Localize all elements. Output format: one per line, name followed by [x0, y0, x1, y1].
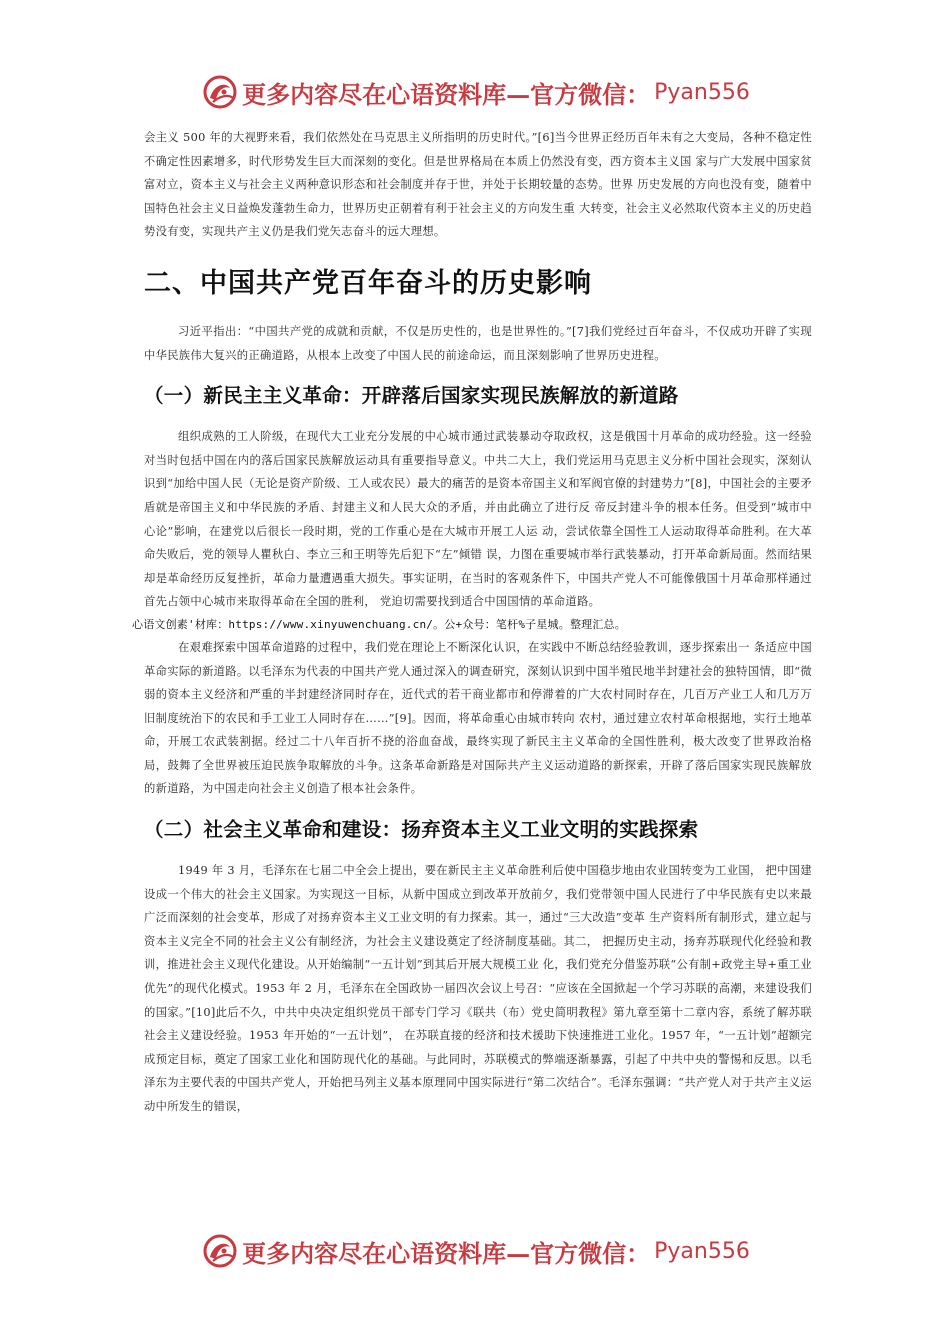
section-heading-2: 二、中国共产党百年奋斗的历史影响: [144, 267, 592, 299]
banner-text: 更多内容尽在心语资料库—官方微信：: [242, 1238, 651, 1268]
paragraph-rural-path: 在艰难探索中国革命道路的过程中，我们党在理论上不断深化认识，在实践中不断总结经验教训，逐步探索出一 条适应中国革命实际的新道路。以毛泽东为代表的中国共产党人通过深入的调查研究，深刻认识到中国半殖民地半封建社会的独特国情，即“微弱的资本主义经济和严重的半封建经济同时存在，近代式的若干商业都市和停滞着的广大农村同时存在，几百万产业工人和几万万旧制度统治下的农民和手工业工人同时存在……”[9]。因而，将革命重心由城市转向 农村，通过建立农村革命根据地，实行土地革命，开展工农武装割据。经过二十八年百折不挠的浴血奋战，最终实现了新民主主义革命的全国性胜利，极大改变了世界政治格局，鼓舞了全世界被压迫民族争取解放的斗争。这条革命新路是对国际共产主义运动道路的新探索，开辟了落后国家实现民族解放的新道路，为中国走向社会主义创造了根本社会条件。: [144, 640, 812, 796]
banner-text: 更多内容尽在心语资料库—官方微信：: [242, 79, 651, 109]
paragraph-socialist-construction: 1949 年 3 月，毛泽东在七届二中全会上提出，要在新民主主义革命胜利后使中国稳步地由农业国转变为工业国， 把中国建设成一个伟大的社会主义国家。为实现这一目标，从新中国成立到改革开放前夕，我们党带领中国人民进行了中华民族有史以来最广泛而深刻的社会变革，形成了对扬弃资本主义工业文明的有力探索。其一，通过“三大改造”变革 生产资料所有制形式，建立起与资本主义完全不同的社会主义公有制经济，为社会主义建设奠定了经济制度基础。其二， 把握历史主动，扬弃苏联现代化经验和教训，推进社会主义现代化建设。从开始编制“一五计划”到其后开展大规模工业 化，我们党充分借鉴苏联“公有制+政党主导+重工业优先”的现代化模式。1953 年 2 月，毛泽东在全国政协一届四次会议上号召：“应该在全国掀起一个学习苏联的高潮，来建设我们的国家。”[10]此后不久，中共中央决定组织党员干部专门学习《联共（布）党史简明教程》第九章至第十二章内容，系统了解苏联社会主义建设经验。1953 年开始的“一五计划”， 在苏联直接的经济和技术援助下快速推进工业化。1957 年，“一五计划”超额完成预定目标，奠定了国家工业化和国防现代化的基础。与此同时，苏联模式的弊端逐渐暴露，引起了中共中央的警惕和反思。以毛泽东为主要代表的中国共产党人，开始把马列主义基本原理同中国实际进行“第二次结合”。毛泽东强调：“共产党人对于共产主义运动中所发生的错误，: [144, 864, 812, 1113]
watermark-source-note: 心语文创素'材库：https://www.xinyuwenchuang.cn/。公+众号：笔杆%子星城。整理汇总。: [132, 617, 626, 631]
red-swirl-logo-icon: [200, 1231, 240, 1271]
paragraph-october-revolution: 组织成熟的工人阶级，在现代大工业充分发展的中心城市通过武装暴动夺取政权，这是俄国十月革命的成功经验。这一经验对当时包括中国在内的落后国家民族解放运动具有重要指导意义。中共二大上，我们党运用马克思主义分析中国社会现实，深刻认识到“加给中国人民（无论是资产阶级、工人或农民）最大的痛苦的是资本帝国主义和军阀官僚的封建势力”[8]，中国社会的主要矛盾就是帝国主义和中华民族的矛盾、封建主义和人民大众的矛盾，并由此确立了进行反 帝反封建斗争的根本任务。但受到“城市中心论”影响，在建党以后很长一段时期，党的工作重心是在大城市开展工人运 动，尝试依靠全国性工人运动取得革命胜利。在大革命失败后，党的领导人瞿秋白、李立三和王明等先后犯下“左”倾错 误，力图在重要城市举行武装暴动，打开革命新局面。然而结果却是革命经历反复挫折，革命力量遭遇重大损失。事实证明，在当时的客观条件下，中国共产党人不可能像俄国十月革命那样通过首先占领中心城市来取得革命在全国的胜利， 党迫切需要找到适合中国国情的革命道路。: [144, 430, 812, 609]
banner-wechat-account: Pyan556: [654, 1238, 750, 1264]
red-swirl-logo-icon: [200, 72, 240, 112]
footer-banner: [0, 1231, 950, 1271]
paragraph-xi-quote: 习近平指出：“中国共产党的成就和贡献，不仅是历史性的，也是世界性的。”[7]我们党经过百年奋斗，不仅成功开辟了实现中华民族伟大复兴的正确道路，从根本上改变了中国人民的前途命运，而且深刻影响了世界历史进程。: [144, 324, 812, 362]
paragraph-intro: 会主义 500 年的大视野来看，我们依然处在马克思主义所指明的历史时代。”[6]当今世界正经历百年未有之大变局，各种不稳定性不确定性因素增多，时代形势发生巨大而深刻的变化。但是世界格局在本质上仍然没有变，西方资本主义国 家与广大发展中国家贫富对立，资本主义与社会主义两种意识形态和社会制度并存于世，并处于长期较量的态势。世界 历史发展的方向也没有变，随着中国特色社会主义日益焕发蓬勃生命力，世界历史正朝着有利于社会主义的方向发生重 大转变，社会主义必然取代资本主义的历史趋势没有变，实现共产主义仍是我们党矢志奋斗的远大理想。: [144, 131, 812, 239]
document-body: [132, 126, 812, 1119]
subsection-heading-2: （二）社会主义革命和建设：扬弃资本主义工业文明的实践探索: [144, 818, 699, 842]
header-banner: [0, 72, 950, 112]
banner-wechat-account: Pyan556: [654, 79, 750, 105]
subsection-heading-1: （一）新民主主义革命：开辟落后国家实现民族解放的新道路: [144, 384, 679, 408]
